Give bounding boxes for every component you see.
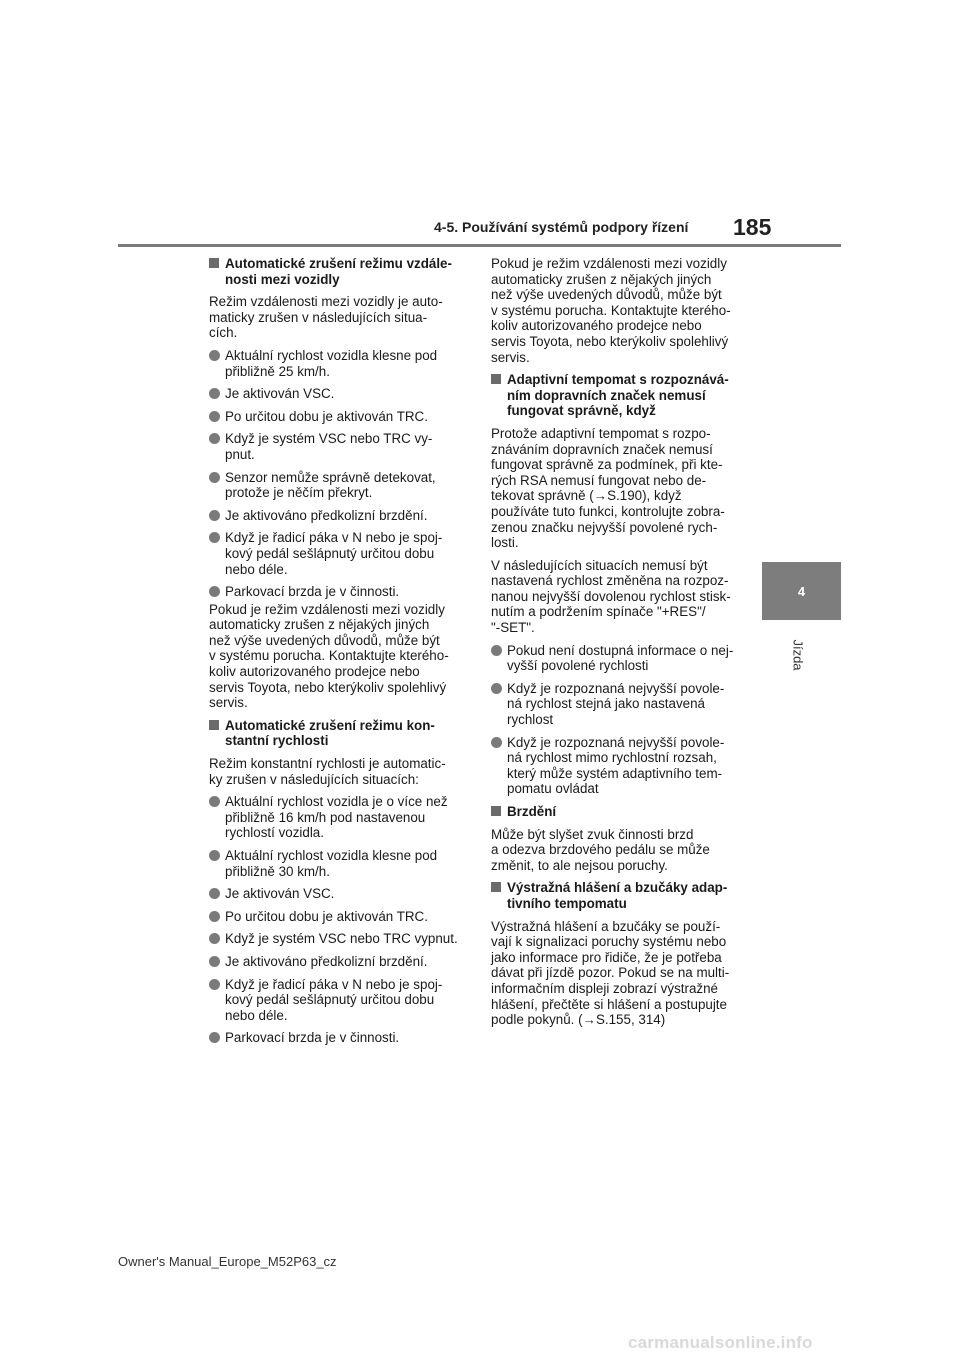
text-bullet: Když je rozpoznaná nejvyšší povole- ná rychlost stejná jako nastavená rychlost <box>491 681 753 728</box>
text-bullet: Když je systém VSC nebo TRC vypnut. <box>209 931 471 947</box>
text-heading: Automatické zrušení režimu vzdále- nosti mezi vozidly <box>209 256 471 287</box>
text-para: Režim vzdálenosti mezi vozidly je auto- maticky zrušen v následujících situa- cích. <box>209 294 443 341</box>
text-bullet: Po určitou dobu je aktivován TRC. <box>209 409 471 425</box>
text-bullet: Po určitou dobu je aktivován TRC. <box>209 909 471 925</box>
chapter-label-text: Jízda <box>790 639 806 671</box>
text-bullet: Pokud není dostupná informace o nej- vyšší povolené rychlosti <box>491 643 753 674</box>
footer-text: Owner's Manual_Europe_M52P63_cz <box>118 1254 337 1269</box>
right-column <box>491 256 753 1035</box>
watermark: carmanualsonline.info <box>628 1333 813 1352</box>
text-para: Pokud je režim vzdálenosti mezi vozidly automaticky zrušen z nějakých jiných než výše uvedených důvodů, může být v systému porucha. Kontaktujte kterého- koliv autorizovaného prodejce nebo servis Toyota, nebo kterýkoliv spolehlivý servis. <box>491 256 731 365</box>
chapter-tab <box>762 562 841 620</box>
page-number: 185 <box>733 214 772 240</box>
text-bullet: Když je řadicí páka v N nebo je spoj- kový pedál sešlápnutý určitou dobu nebo déle. <box>209 530 471 577</box>
header-rule <box>118 244 841 247</box>
text-bullet: Když je systém VSC nebo TRC vy- pnut. <box>209 431 471 462</box>
text-bullet: Parkovací brzda je v činnosti. <box>209 584 471 600</box>
text-para: Pokud je režim vzdálenosti mezi vozidly automaticky zrušen z nějakých jiných než výše uvedených důvodů, může být v systému porucha. Kontaktujte kterého- koliv autorizovaného prodejce nebo servis Toyota, nebo kterýkoliv spolehlivý servis. <box>209 601 449 711</box>
text-bullet: Když je rozpoznaná nejvyšší povole- ná rychlost mimo rychlostní rozsah, který může systém adaptivního tem- pomatu ovládat <box>491 735 753 797</box>
text-bullet: Je aktivováno předkolizní brzdění. <box>209 508 471 524</box>
text-bullet: Je aktivován VSC. <box>209 886 471 902</box>
chapter-label <box>788 630 808 680</box>
text-bullet: Aktuální rychlost vozidla klesne pod přibližně 30 km/h. <box>209 848 471 879</box>
text-heading: Brzdění <box>491 804 753 820</box>
text-heading: Adaptivní tempomat s rozpoznává- ním dopravních značek nemusí fungovat správně, když <box>491 372 753 419</box>
text-heading: Automatické zrušení režimu kon- stantní rychlosti <box>209 718 471 749</box>
chapter-number: 4 <box>797 583 806 599</box>
text-bullet: Parkovací brzda je v činnosti. <box>209 1030 471 1046</box>
text-bullet: Když je řadicí páka v N nebo je spoj- kový pedál sešlápnutý určitou dobu nebo déle. <box>209 977 471 1024</box>
text-para: Výstražná hlášení a bzučáky se použí- vají k signalizaci poruchy systému nebo jako informace pro řidiče, že je potřeba dávat při jízdě pozor. Pokud se na multi- informačním displeji zobrazí výstražné hlášení, přečtěte si hlášení a postupujte podle pokynů. (→S.155, 314) <box>491 918 730 1028</box>
text-bullet: Je aktivováno předkolizní brzdění. <box>209 954 471 970</box>
text-para: V následujících situacích nemusí být nastavená rychlost změněna na rozpoz- nanou nejvyšší dovolenou rychlost stisk- nutím a podržením spínače "+RES"/ "-SET". <box>491 557 731 636</box>
text-para: Režim konstantní rychlosti je automatic- ky zrušen v následujících situacích: <box>209 756 446 787</box>
text-para: Může být slyšet zvuk činnosti brzd a odezva brzdového pedálu se může změnit, to ale nejsou poruchy. <box>491 826 710 873</box>
text-bullet: Je aktivován VSC. <box>209 386 471 402</box>
text-bullet: Aktuální rychlost vozidla je o více než přibližně 16 km/h pod nastavenou rychlostí vozidla. <box>209 794 471 841</box>
text-bullet: Aktuální rychlost vozidla klesne pod přibližně 25 km/h. <box>209 348 471 379</box>
text-heading: Výstražná hlášení a bzučáky adap- tivního tempomatu <box>491 880 753 911</box>
left-column <box>209 256 471 1053</box>
page-header-title: 4-5. Používání systémů podpory řízení <box>434 219 689 235</box>
text-bullet: Senzor nemůže správně detekovat, protože je něčím překryt. <box>209 470 471 501</box>
text-para: Protože adaptivní tempomat s rozpo- znáváním dopravních značek nemusí fungovat správně za podmínek, při kte- rých RSA nemusí fungovat nebo de- tekovat správně (→S.190), když používáte tuto funkci, kontrolujte zobra- zenou značku nejvyšší povolené rych- losti. <box>491 425 725 551</box>
